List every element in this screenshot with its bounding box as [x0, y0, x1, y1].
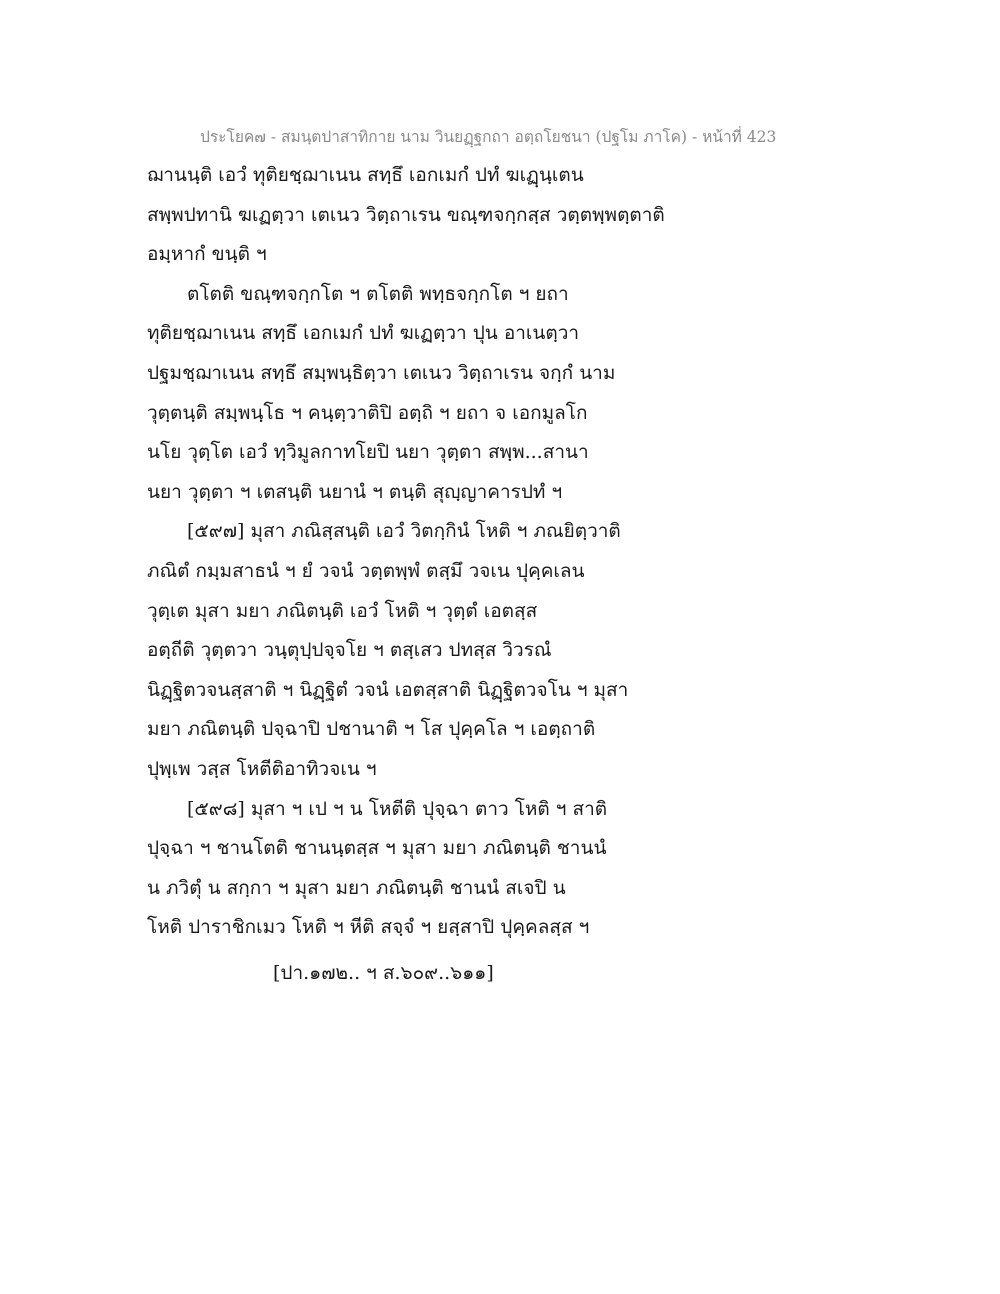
text-line: น ภวิตุํ น สกฺกา ฯ มุสา มยา ภณิตนฺติ ชานนํ สเจปิ น: [147, 876, 566, 899]
text-line: อตฺถีติ วุตฺตวา วนฺตุปฺปจฺจโย ฯ ตสฺเสว ปทสฺส วิวรณํ: [147, 639, 552, 662]
text-line: สพฺพปทานิ ฆเฏตฺวา เตเนว วิตฺถาเรน ขณฺฑจกฺกสฺส วตฺตพฺพตฺตาติ: [147, 203, 665, 226]
text-line: วุตฺตนฺติ สมฺพนฺโธ ฯ คนฺตฺวาติปิ อตฺถิ ฯ ยถา จ เอกมูลโก: [147, 401, 588, 424]
text-line: ฌานนฺติ เอวํ ทุติยชฺฌาเนน สทฺธึ เอกเมกํ ปทํ ฆเฏฺนฺเตน: [147, 164, 584, 186]
text-line: ทุติยชฺฌาเนน สทฺธึ เอกเมกํ ปทํ ฆเฏตฺวา ปุน อาเนตฺวา: [147, 322, 580, 345]
text-line: นิฏฺฐิตวจนสฺสาติ ฯ นิฏฺฐิตํ วจนํ เอตสฺสาติ นิฏฺฐิตวจโน ฯ มุสา: [147, 678, 629, 701]
text-line: โหติ ปาราชิกเมว โหติ ฯ หีติ สจฺจํ ฯ ยสฺสาปิ ปุคฺคลสฺส ฯ: [147, 916, 590, 939]
text-line: ตโตติ ขณฺฑจกฺกโต ฯ ตโตติ พทฺธจกฺกโต ฯ ยถา: [187, 282, 569, 305]
text-line: นยา วุตฺตา ฯ เตสนฺติ นยานํ ฯ ตนฺติ สุญฺญาคารปทํ ฯ: [147, 480, 563, 503]
text-line: ภณิตํ กมฺมสาธนํ ฯ ยํ วจนํ วตฺตพฺพํ ตสฺมึ วจเน ปุคฺคเลน: [147, 559, 585, 582]
text-line: วุตฺเต มุสา มยา ภณิตนฺติ เอวํ โหติ ฯ วุตฺตํ เอตสฺส: [147, 599, 538, 622]
page-header: ประโยค๗ - สมนฺตปาสาทิกาย นาม วินยฏฺฐกถา อตฺถโยชนา (ปฐโม ภาโค) - หน้าที่ 423: [200, 128, 777, 146]
text-line: [๕๙๗] มุสา ภณิสฺสนฺติ เอวํ วิตกฺกินํ โหติ ฯ ภณยิตฺวาติ: [187, 520, 621, 543]
text-line: [๕๙๘] มุสา ฯ เป ฯ น โหตีติ ปุจฺฉา ตาว โหติ ฯ สาติ: [187, 797, 608, 820]
reference-citation: [ปา.๑๗๒.. ฯ ส.๖๐๙..๖๑๑]: [273, 962, 494, 984]
body-text: [147, 160, 867, 952]
text-line: ปุพฺเพ วสฺส โหตีติอาทิวจเน ฯ: [147, 757, 377, 780]
text-line: มยา ภณิตนฺติ ปจฺฉาปิ ปชานาติ ฯ โส ปุคฺคโล ฯ เอตฺถาติ: [147, 718, 596, 741]
text-line: ปุจฺฉา ฯ ชานโตติ ชานนฺตสฺส ฯ มุสา มยา ภณิตนฺติ ชานนํ: [147, 837, 607, 860]
text-line: นโย วุตฺโต เอวํ ทฺวิมูลกาทโยปิ นยา วุตฺตา สพฺพ...สานา: [147, 441, 589, 464]
text-line: อมฺหากํ ขนฺติ ฯ: [147, 243, 267, 266]
text-line: ปฐมชฺฌาเนน สทฺธึ สมฺพนฺธิตฺวา เตเนว วิตฺถาเรน จกฺกํ นาม: [147, 361, 616, 384]
